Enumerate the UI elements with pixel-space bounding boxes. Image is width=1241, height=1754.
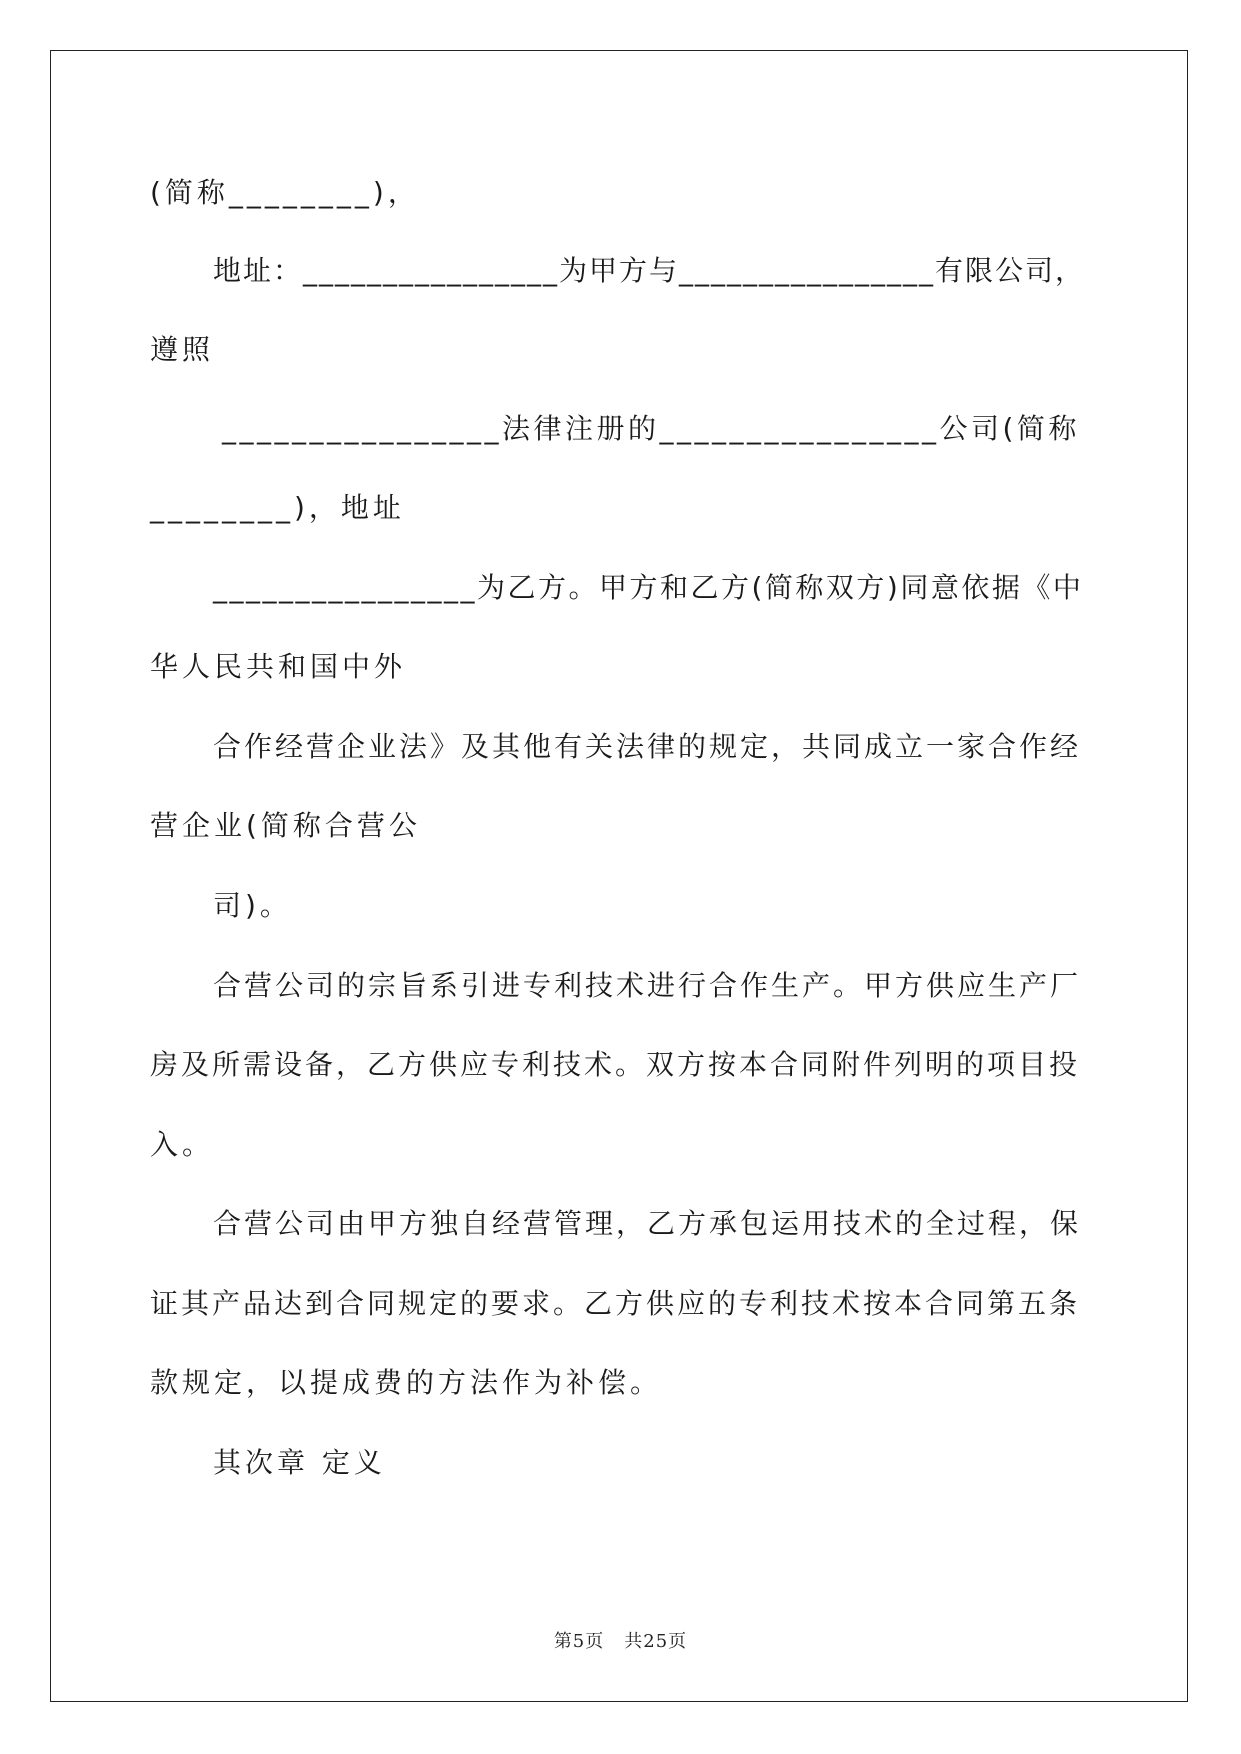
text-line-11: 合营公司的宗旨系引进专利技术进行合作生产。甲方供应生产厂	[213, 969, 1082, 1002]
text-line-15: 证其产品达到合同规定的要求。乙方供应的专利技术按本合同第五条	[150, 1287, 1081, 1320]
text-line-8: 合作经营企业法》及其他有关法律的规定，共同成立一家合作经	[213, 730, 1082, 763]
page-total: 共25页	[624, 1631, 688, 1652]
text-line-16: 款规定，以提成费的方法作为补偿。	[150, 1366, 663, 1399]
text-line-2: 地址：________________为甲方与________________有限公司，	[213, 254, 1086, 287]
page-footer	[0, 1627, 1241, 1653]
text-line-9: 营企业(简称合营公	[150, 809, 421, 842]
text-line-10: 司)。	[213, 889, 292, 922]
text-line-17: 其次章 定义	[213, 1446, 386, 1479]
text-line-3: 遵照	[150, 333, 215, 366]
text-line-7: 华人民共和国中外	[150, 650, 407, 683]
text-line-1: (简称________)，	[150, 176, 420, 209]
text-line-14: 合营公司由甲方独自经营管理，乙方承包运用技术的全过程，保	[213, 1207, 1082, 1240]
text-line-13: 入。	[150, 1128, 215, 1161]
text-line-5: ________)，地址	[150, 491, 405, 524]
text-line-4: ________________法律注册的________________公司(简称	[222, 412, 1080, 445]
text-line-6: ________________为乙方。甲方和乙方(简称双方)同意依据《中	[213, 571, 1084, 604]
text-line-12: 房及所需设备，乙方供应专利技术。双方按本合同附件列明的项目投	[150, 1048, 1081, 1081]
page-number: 第5页	[553, 1631, 605, 1652]
